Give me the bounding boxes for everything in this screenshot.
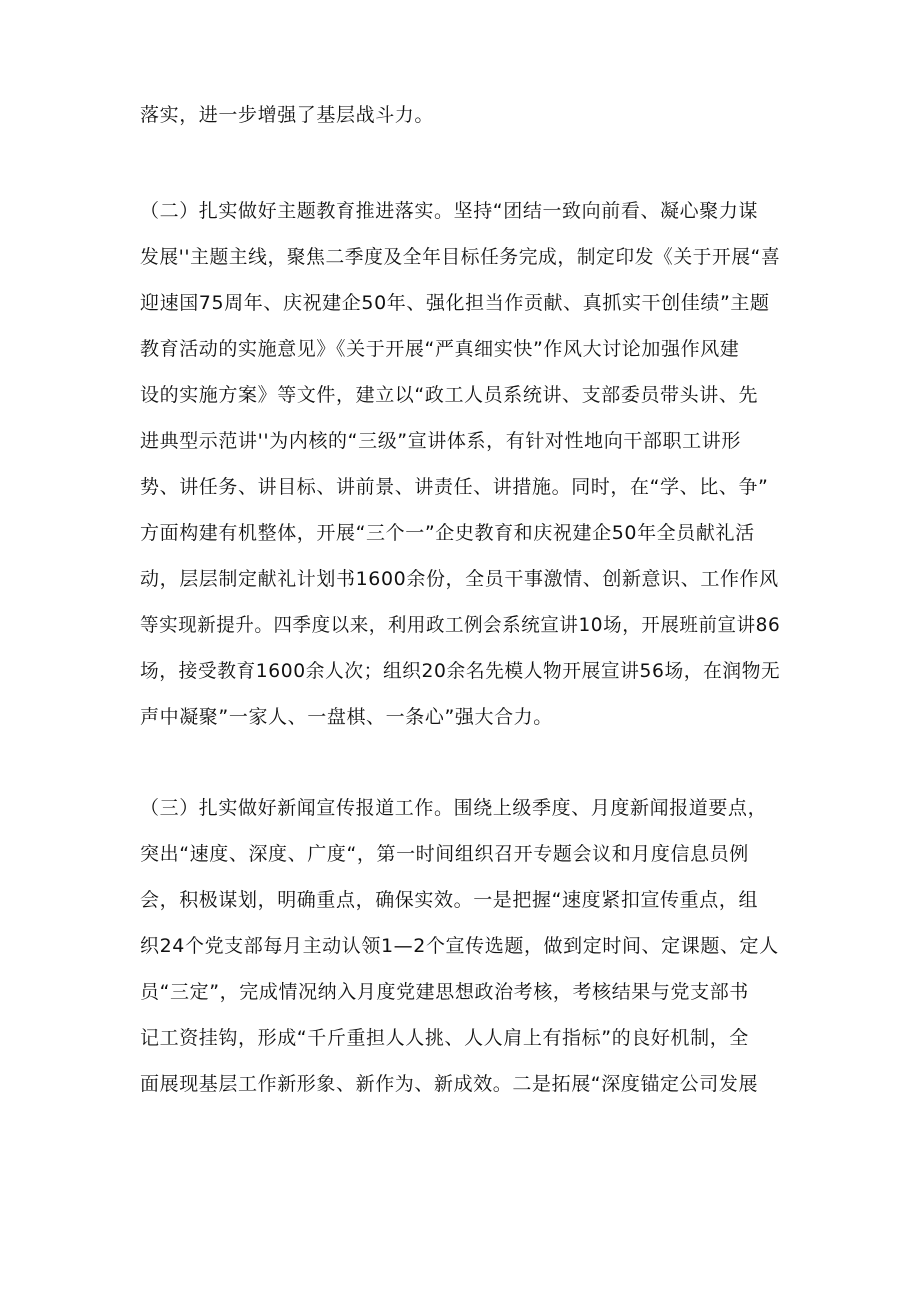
paragraph-3-line-6: 记工资挂钩，形成“千斤重担人人挑、人人肩上有指标”的良好机制，全 <box>140 1027 749 1049</box>
paragraph-2-line-4: 教育活动的实施意见》《关于开展“严真细实快”作风大讨论加强作风建 <box>140 338 740 360</box>
paragraph-2-line-3: 迎速国75周年、庆祝建企50年、强化担当作贡献、真抓实干创佳绩”主题 <box>140 292 770 314</box>
paragraph-2-line-6: 进典型示范讲''为内核的“三级”宣讲体系，有针对性地向干部职工讲形 <box>140 430 741 452</box>
paragraph-2-line-12: 声中凝聚”一家人、一盘棋、一条心”强大合力。 <box>140 706 553 728</box>
paragraph-3-line-7: 面展现基层工作新形象、新作为、新成效。二是拓展“深度锚定公司发展 <box>140 1073 759 1095</box>
paragraph-2-line-10: 等实现新提升。四季度以来，利用政工例会系统宣讲10场，开展班前宣讲86 <box>140 614 781 636</box>
paragraph-1-line-1: 落实，进一步增强了基层战斗力。 <box>140 104 435 126</box>
paragraph-3-line-1: （三）扎实做好新闻宣传报道工作。围绕上级季度、月度新闻报道要点， <box>140 797 768 819</box>
paragraph-2-line-8: 方面构建有机整体，开展“三个一”企史教育和庆祝建企50年全员献礼活 <box>140 522 755 544</box>
paragraph-3-line-5: 员“三定”，完成情况纳入月度党建思想政治考核，考核结果与党支部书 <box>140 981 749 1003</box>
paragraph-3-line-4: 织24个党支部每月主动认领1—2个宣传选题，做到定时间、定课题、定人 <box>140 935 779 957</box>
paragraph-2-line-1: （二）扎实做好主题教育推进落实。坚持“团结一致向前看、凝心聚力谋 <box>140 200 759 222</box>
paragraph-2-line-5: 设的实施方案》等文件，建立以“政工人员系统讲、支部委员带头讲、先 <box>140 384 759 406</box>
paragraph-2-line-7: 势、讲任务、讲目标、讲前景、讲责任、讲措施。同时，在“学、比、争” <box>140 476 769 498</box>
paragraph-3-line-2: 突出“速度、深度、广度“，第一时间组织召开专题会议和月度信息员例 <box>140 843 749 865</box>
paragraph-2-line-2: 发展''主题主线，聚焦二季度及全年目标任务完成，制定印发《关于开展“喜 <box>140 246 781 268</box>
paragraph-2-line-11: 场，接受教育1600余人次；组织20余名先模人物开展宣讲56场，在润物无 <box>140 660 781 682</box>
paragraph-2-line-9: 动，层层制定献礼计划书1600余份，全员干事激情、创新意识、工作作风 <box>140 568 779 590</box>
paragraph-3-line-3: 会，积极谋划，明确重点，确保实效。一是把握“速度紧扣宣传重点，组 <box>140 889 759 911</box>
